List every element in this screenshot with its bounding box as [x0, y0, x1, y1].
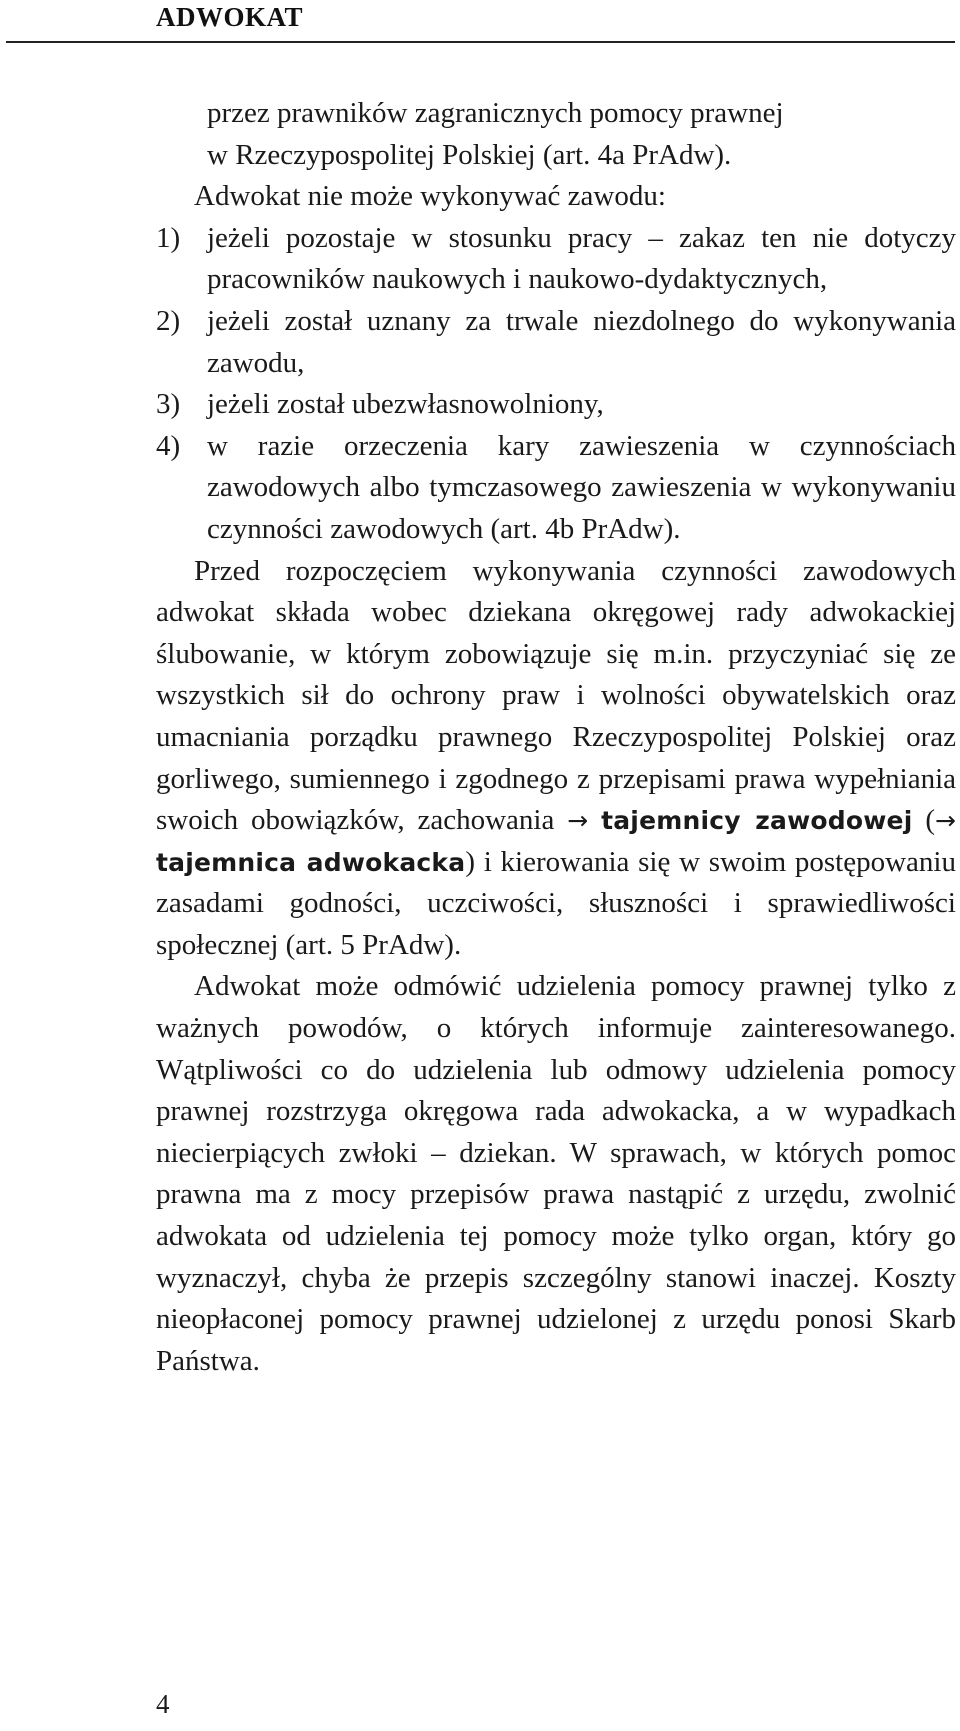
continuation-line-2: w Rzeczypospolitej Polskiej (art. 4a PrAdw). — [207, 138, 732, 171]
list-item-text: w razie orzeczenia kary zawieszenia w czynnościach zawodowych albo tymczasowego zawieszenia w wykonywaniu czynności zawodowych (art. 4b PrAdw). — [207, 429, 956, 545]
refusal-paragraph: Adwokat może odmówić udzielenia pomocy prawnej tylko z ważnych powodów, o których informuje zainteresowanego. Wątpliwości co do udzielenia lub odmowy udzielenia pomocy prawnej rozstrzyga okręgowa rada adwokacka, a w wypadkach niecierpiących zwłoki – dziekan. W sprawach, w których pomoc prawna ma z mocy przepisów prawa nastąpić z urzędu, zwolnić adwokata od udzielenia tej pomocy może tylko organ, który go wyznaczył, chyba że przepis szczególny stanowi inaczej. Koszty nieopłaconej pomocy prawnej udzielonej z urzędu ponosi Skarb Państwa. — [156, 970, 956, 1377]
oath-paragraph — [156, 551, 956, 967]
list-item-number: 2) — [156, 304, 181, 337]
list-item-number: 4) — [156, 429, 181, 462]
list-item-text: jeżeli pozostaje w stosunku pracy – zakaz ten nie dotyczy pracowników naukowych i naukowo-dydaktycznych, — [207, 221, 956, 296]
continuation-block — [156, 93, 956, 176]
list-item — [156, 384, 956, 426]
list-intro: Adwokat nie może wykonywać zawodu: — [194, 180, 666, 213]
cross-reference-professional-secrecy[interactable]: tajemnicy zawodowej — [601, 806, 913, 836]
list-item-text: jeżeli został ubezwłasnowolniony, — [207, 388, 604, 421]
oath-text-end: ) i kierowania się w swoim postępowaniu zasadami godności, uczciwości, słuszności i sprawiedliwości społecznej (art. 5 PrAdw). — [156, 845, 956, 961]
list-item-text: jeżeli został uznany za trwale niezdolnego do wykonywania zawodu, — [207, 304, 956, 379]
list-item-number: 1) — [156, 221, 181, 254]
cross-reference-arrow-icon: → — [935, 806, 956, 836]
header-rule — [6, 41, 955, 43]
list-item-number: 3) — [156, 388, 181, 421]
page-body — [156, 93, 956, 1382]
cross-reference-attorney-secrecy[interactable]: tajemnica adwokacka — [156, 847, 466, 877]
oath-text-start: Przed rozpoczęciem wykonywania czynności zawodowych adwokat składa wobec dziekana okręgowej rady adwokackiej ślubowanie, w którym zobowiązuje się m.in. przyczyniać się ze wszystkich sił do ochrony praw i wolności obywatelskich oraz umacniania porządku prawnego Rzeczypospolitej Polskiej oraz gorliwego, sumiennego i zgodnego z przepisami prawa wypełniania swoich obowiązków, zachowania — [156, 554, 956, 837]
list-item — [156, 301, 956, 384]
running-head-title: ADWOKAT — [156, 2, 304, 32]
list-item — [156, 218, 956, 301]
oath-paren-open: ( — [912, 804, 936, 837]
continuation-line-1: przez prawników zagranicznych pomocy prawnej — [207, 97, 784, 129]
cross-reference-arrow-icon: → — [567, 806, 589, 836]
list-item — [156, 426, 956, 551]
page-number: 4 — [156, 1689, 170, 1719]
disqualification-list — [156, 218, 956, 551]
